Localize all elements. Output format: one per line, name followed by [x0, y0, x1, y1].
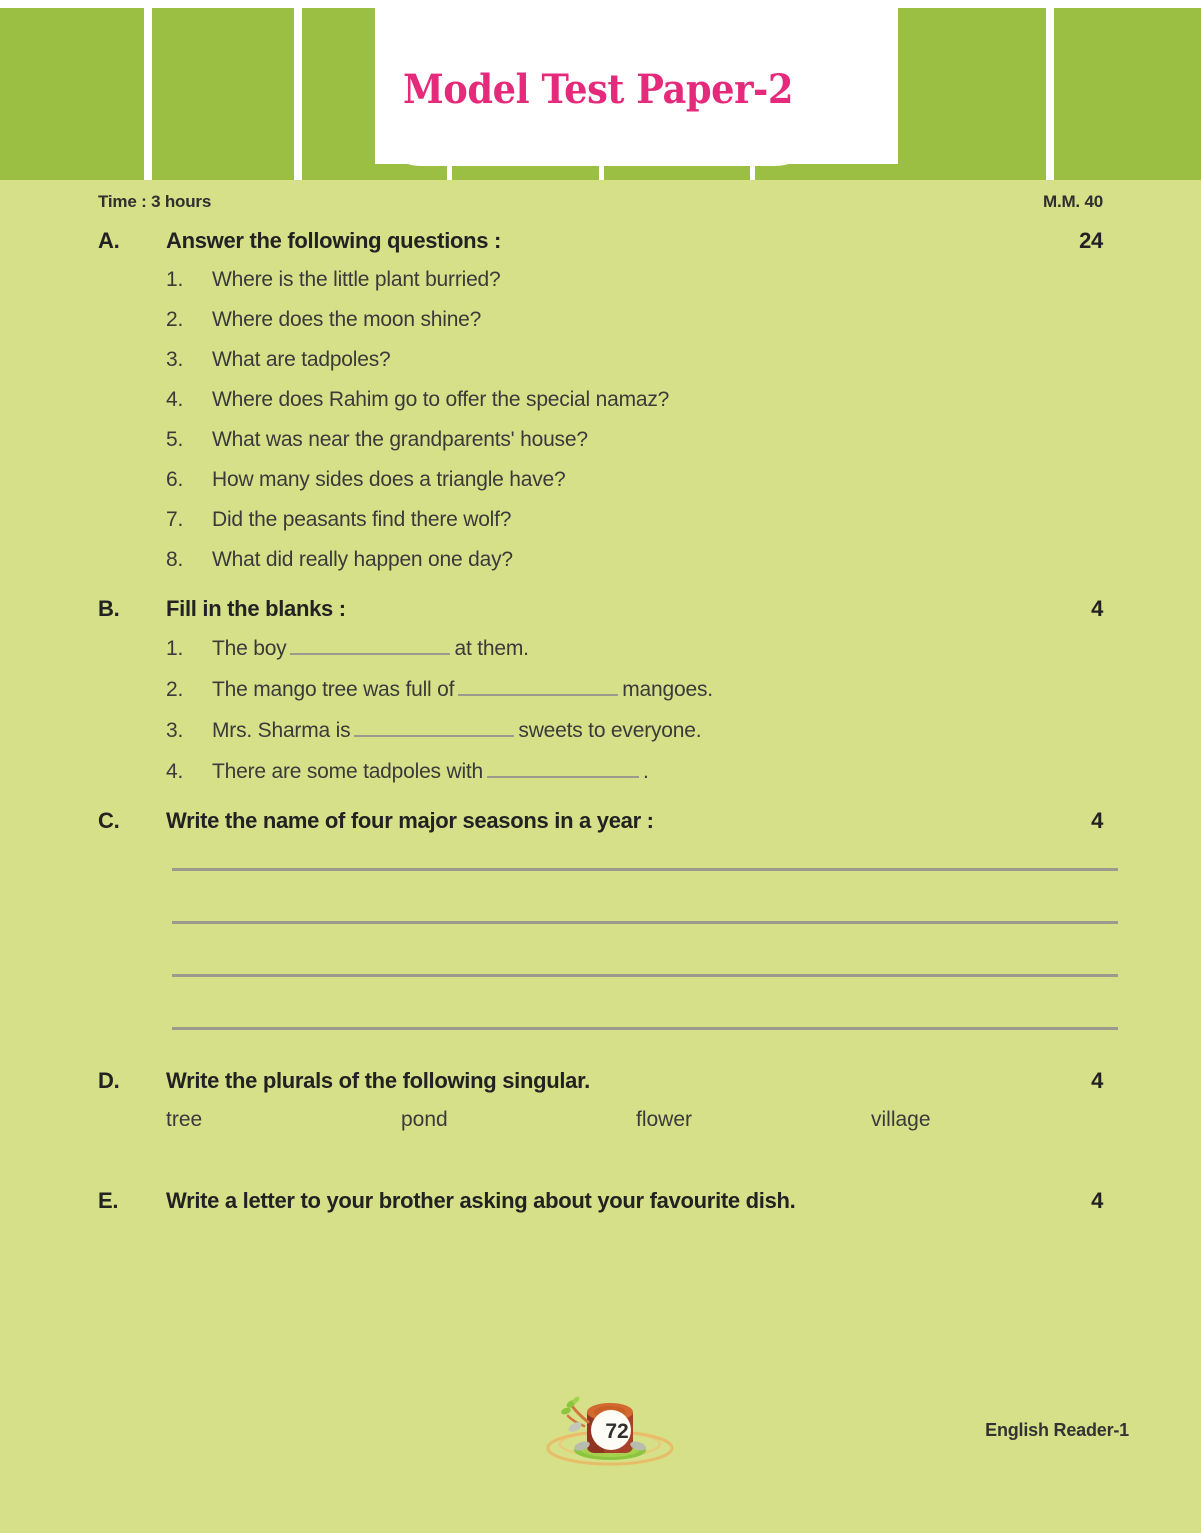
header-band-strip: [755, 164, 898, 180]
question-number: 2.: [166, 678, 184, 701]
list-item: [98, 669, 1103, 710]
section-d-marks: 4: [1091, 1068, 1103, 1093]
singular-word: tree: [166, 1108, 203, 1131]
question-text: Where is the little plant burried?: [212, 268, 501, 291]
question-number: 5.: [166, 428, 184, 451]
header-band-strip: [375, 164, 447, 180]
section-e-letter: E.: [98, 1188, 119, 1213]
answer-line[interactable]: [172, 921, 1118, 924]
header-band-block: [1054, 8, 1201, 180]
question-number: 7.: [166, 508, 184, 531]
exam-max-marks: M.M. 40: [1042, 192, 1103, 211]
blank-input[interactable]: [487, 759, 639, 778]
answer-line[interactable]: [172, 1027, 1118, 1030]
section-a: [0, 228, 1201, 580]
answer-line[interactable]: [172, 868, 1118, 871]
footer-book-name: English Reader-1: [985, 1420, 1129, 1440]
section-a-marks: 24: [1079, 228, 1103, 253]
section-c: [0, 808, 1201, 1030]
section-e-marks: 4: [1091, 1188, 1103, 1213]
section-b-heading: [98, 596, 1103, 622]
list-item: [98, 460, 1103, 500]
tree-stump-icon: [530, 1378, 690, 1478]
blank-text-after: at them.: [454, 637, 529, 660]
list-item: [98, 420, 1103, 460]
page-body: [0, 180, 1201, 1214]
list-item: [98, 380, 1103, 420]
question-text: Where does Rahim go to offer the special namaz?: [212, 388, 670, 411]
section-e: [0, 1188, 1201, 1214]
title-tab: [375, 0, 821, 166]
exam-time: Time : 3 hours: [98, 192, 212, 211]
blank-text-before: Mrs. Sharma is: [212, 719, 351, 742]
page-title: Model Test Paper-2: [403, 66, 793, 113]
fill-blank-line: [212, 718, 1103, 743]
question-number: 6.: [166, 468, 184, 491]
question-number: 3.: [166, 719, 184, 742]
question-number: 8.: [166, 548, 184, 571]
header-band-strip: [452, 164, 599, 180]
question-text: Did the peasants find there wolf?: [212, 508, 512, 531]
list-item: [98, 340, 1103, 380]
question-number: 4.: [166, 388, 184, 411]
section-b: [0, 596, 1201, 792]
answer-line[interactable]: [172, 974, 1118, 977]
section-c-title: Write the name of four major seasons in a year :: [166, 808, 654, 833]
header-band-block: [898, 8, 1046, 180]
list-item: [98, 710, 1103, 751]
fill-blank-line: [212, 759, 1103, 784]
page-footer: [0, 1378, 1201, 1488]
blank-input[interactable]: [354, 718, 514, 737]
page-number: 72: [605, 1420, 629, 1443]
section-c-answer-area: [98, 868, 1103, 1030]
header-band-block: [302, 8, 375, 180]
section-a-letter: A.: [98, 228, 120, 253]
blank-text-after: .: [643, 760, 649, 783]
question-text: What was near the grandparents' house?: [212, 428, 588, 451]
blank-text-before: The mango tree was full of: [212, 678, 455, 701]
singular-word: pond: [401, 1108, 448, 1131]
blank-input[interactable]: [290, 636, 450, 655]
list-item: [98, 751, 1103, 792]
blank-input[interactable]: [458, 677, 618, 696]
list-item: [98, 628, 1103, 669]
section-d: [0, 1068, 1201, 1162]
question-text: What are tadpoles?: [212, 348, 391, 371]
section-b-letter: B.: [98, 596, 120, 621]
question-text: Where does the moon shine?: [212, 308, 482, 331]
section-d-word-row: [98, 1108, 1103, 1132]
section-d-title: Write the plurals of the following singular.: [166, 1068, 590, 1093]
header-band-strip: [604, 164, 750, 180]
blank-text-before: The boy: [212, 637, 287, 660]
question-number: 1.: [166, 268, 184, 291]
list-item: [98, 500, 1103, 540]
question-number: 1.: [166, 637, 184, 660]
section-e-title: Write a letter to your brother asking about your favourite dish.: [166, 1188, 796, 1213]
list-item: [98, 300, 1103, 340]
exam-meta-row: [0, 192, 1201, 212]
question-number: 4.: [166, 760, 184, 783]
header-band-block: [0, 8, 144, 180]
section-b-marks: 4: [1091, 596, 1103, 621]
page-header: [0, 0, 1201, 180]
section-d-letter: D.: [98, 1068, 120, 1093]
section-c-marks: 4: [1091, 808, 1103, 833]
blank-text-after: sweets to everyone.: [518, 719, 702, 742]
singular-word: flower: [636, 1108, 693, 1131]
fill-blank-line: [212, 677, 1103, 702]
blank-text-before: There are some tadpoles with: [212, 760, 484, 783]
question-text: What did really happen one day?: [212, 548, 513, 571]
section-a-question-list: [98, 260, 1103, 580]
question-number: 2.: [166, 308, 184, 331]
section-b-blank-list: [98, 628, 1103, 792]
list-item: [98, 540, 1103, 580]
section-a-title: Answer the following questions :: [166, 228, 502, 253]
question-number: 3.: [166, 348, 184, 371]
list-item: [98, 260, 1103, 300]
header-band-block: [152, 8, 294, 180]
section-c-letter: C.: [98, 808, 120, 833]
tree-stump-graphic: [530, 1378, 690, 1478]
section-b-title: Fill in the blanks :: [166, 596, 346, 621]
section-a-heading: [98, 228, 1103, 254]
section-e-heading: [98, 1188, 1103, 1214]
section-c-heading: [98, 808, 1103, 834]
section-d-heading: [98, 1068, 1103, 1094]
blank-text-after: mangoes.: [622, 678, 713, 701]
singular-word: village: [871, 1108, 931, 1131]
question-text: How many sides does a triangle have?: [212, 468, 566, 491]
fill-blank-line: [212, 636, 1103, 661]
